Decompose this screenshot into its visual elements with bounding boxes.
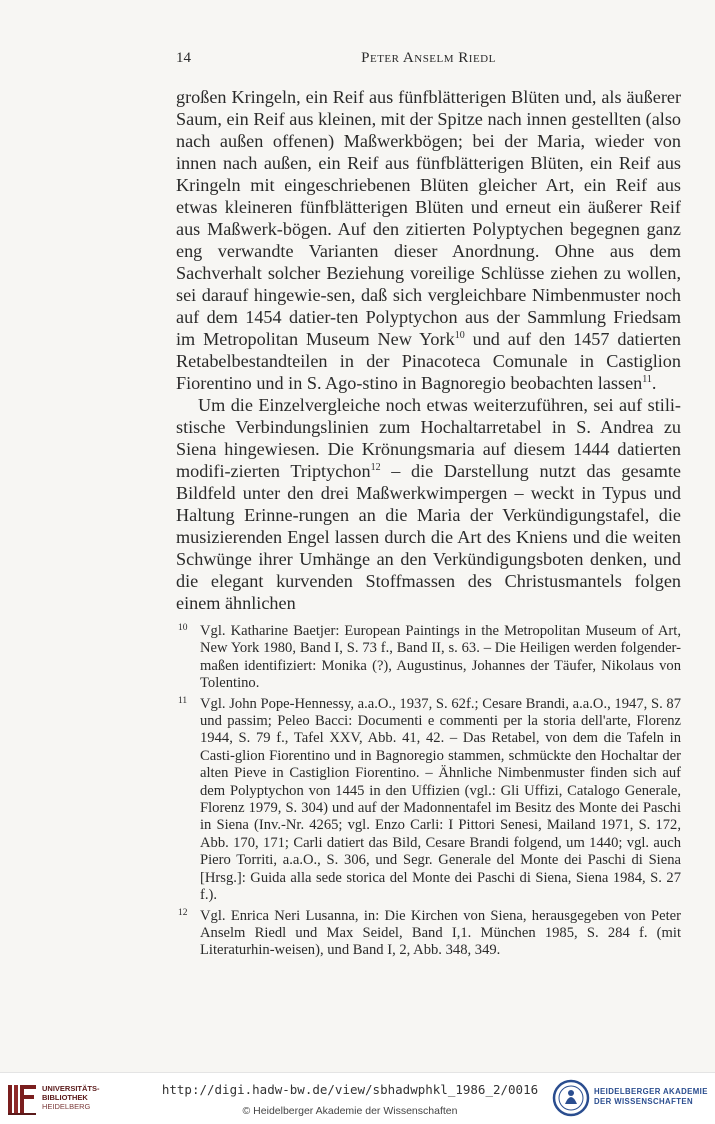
footnote-text: Vgl. John Pope-Hennessy, a.a.O., 1937, S. 62f.; Cesare Brandi, a.a.O., 1947, S. 87 und passim; Peleo Bacci: Documenti e commenti per la storia dell'arte, Florenz 1944, S. 79 f., Tafel XXV, Abb. 41, 42. – Das Retabel, von dem die Tafeln in Casti-glion Fiorentino und in Bagnoregio stammen, schmückte den Hochaltar der alten Pieve in Castiglion Fiorentino. – Ähnliche Nimbenmuster finden sich auf dem Polyptychon von 1445 in den Uffizien (vgl.: Gli Uffizi, Catalogo Generale, Florenz 1979, S. 304) und auf der Madonnentafel im Besitz des Monte dei Paschi in Siena (Inv.-Nr. 4265; vgl. Enzo Carli: I Pittori Senesi, Mailand 1971, S. 172, Abb. 170, 171; Carli datiert das Bild, Cesare Brandi folgend, um 1440; vgl. auch Piero Torriti, a.a.O., S. 306, und Segr. Generale del Monte dei Paschi di Siena [Hrsg.]: Guida alla sede storica del Monte dei Paschi di Siena, Siena 1984, S. 27 f.).: [200, 695, 681, 904]
footnote-number: 12: [178, 907, 188, 918]
copyright-notice: © Heidelberger Akademie der Wissenschaften: [242, 1105, 458, 1117]
academy-seal-icon[interactable]: [552, 1079, 590, 1117]
footnote-12: [176, 908, 681, 960]
footnote-ref-11[interactable]: 11: [642, 374, 652, 385]
university-library-name[interactable]: UNIVERSITÄTS- BIBLIOTHEK HEIDELBERG: [42, 1084, 100, 1111]
paragraph-2: Um die Einzelvergleiche noch etwas weiterzuführen, sei auf stili-stische Verbindungslinien zum Hochaltarretabel in S. Andrea zu Siena hingewiesen. Die Krönungsmaria auf diesem 1444 datierten modifi-zierten Triptychon$^{12}$ – die Darstellung nutzt das gesamte Bildfeld unter den drei Maßwerkwimpergen – weckt in Typus und Haltung Erinne-rungen an die Maria der Verkündigungstafel, die musizierenden Engel lassen durch die Art des Kniens und die weiten Schwünge ihrer Umhänge an den Verkündigungsboten denken, und die elegant kurvenden Stoffmassen des Christusmantels folgen einem ähnlichen: [176, 395, 682, 613]
footnotes: [176, 623, 681, 963]
footnote-ref-10[interactable]: 10: [454, 330, 465, 341]
body-text: [176, 86, 681, 614]
page-header: [176, 50, 681, 70]
footnote-ref-12[interactable]: 12: [370, 462, 381, 473]
page-number: 14: [176, 50, 191, 66]
footnote-number: 11: [178, 695, 188, 706]
footnote-10: [176, 623, 681, 693]
paragraph-1: großen Kringeln, ein Reif aus fünfblätterigen Blüten und, als äußerer Saum, ein Reif aus kleinen, mit der Spitze nach innen gestellten (also nach außen offenen) Maßwerkbögen; bei der Maria, wieder von innen nach außen, ein Reif aus fünfblätterigen Blüten, ein Reif aus Kringeln mit eingeschriebenen Blüten gleicher Art, ein Reif aus etwas kleineren fünfblätterigen Blüten und erneut ein äußerer Reif aus Maßwerk-bögen. Auf den zitierten Polyptychen begegnen ganz eng verwandte Varianten dieser Anordnung. Ohne aus dem Sachverhalt solcher Beziehung voreilige Schlüsse ziehen zu wollen, sei darauf hingewie-sen, daß sich vergleichbare Nimbenmuster noch auf dem 1454 datier-ten Polyptychon aus der Sammlung Friedsam im Metropolitan Museum New York$^{10}$ und auf den 1457 datierten Retabelbestandteilen in der Pinacoteca Comunale in Castiglion Fiorentino und in S. Ago-stino in Bagnoregio beobachten lassen$^{11}$.: [176, 87, 681, 393]
university-library-logo-icon[interactable]: [6, 1081, 40, 1117]
footnote-text: Vgl. Katharine Baetjer: European Paintings in the Metropolitan Museum of Art, New York 1980, Band I, S. 73 f., Band II, s. 63. – Die Heiligen werden folgender-maßen identifiziert: Monika (?), Augustinus, Johannes der Täufer, Nikolaus von Tolentino.: [200, 623, 681, 692]
academy-name[interactable]: HEIDELBERGER AKADEMIE DER WISSENSCHAFTEN: [594, 1087, 708, 1106]
footnote-number: 10: [178, 623, 188, 633]
footnote-text: Vgl. Enrica Neri Lusanna, in: Die Kirchen von Siena, herausgegeben von Peter Anselm Riedl und Max Seidel, Band I,1. München 1985, S. 284 f. (mit Literaturhin-weisen), und Band I, 2, Abb. 348, 349.: [200, 907, 681, 959]
footnote-11: [176, 696, 681, 905]
viewer-footer: [0, 1072, 715, 1124]
permalink-url[interactable]: http://digi.hadw-bw.de/view/sbhadwphkl_1986_2/0016: [161, 1082, 539, 1097]
running-head: Peter Anselm Riedl: [361, 50, 496, 66]
